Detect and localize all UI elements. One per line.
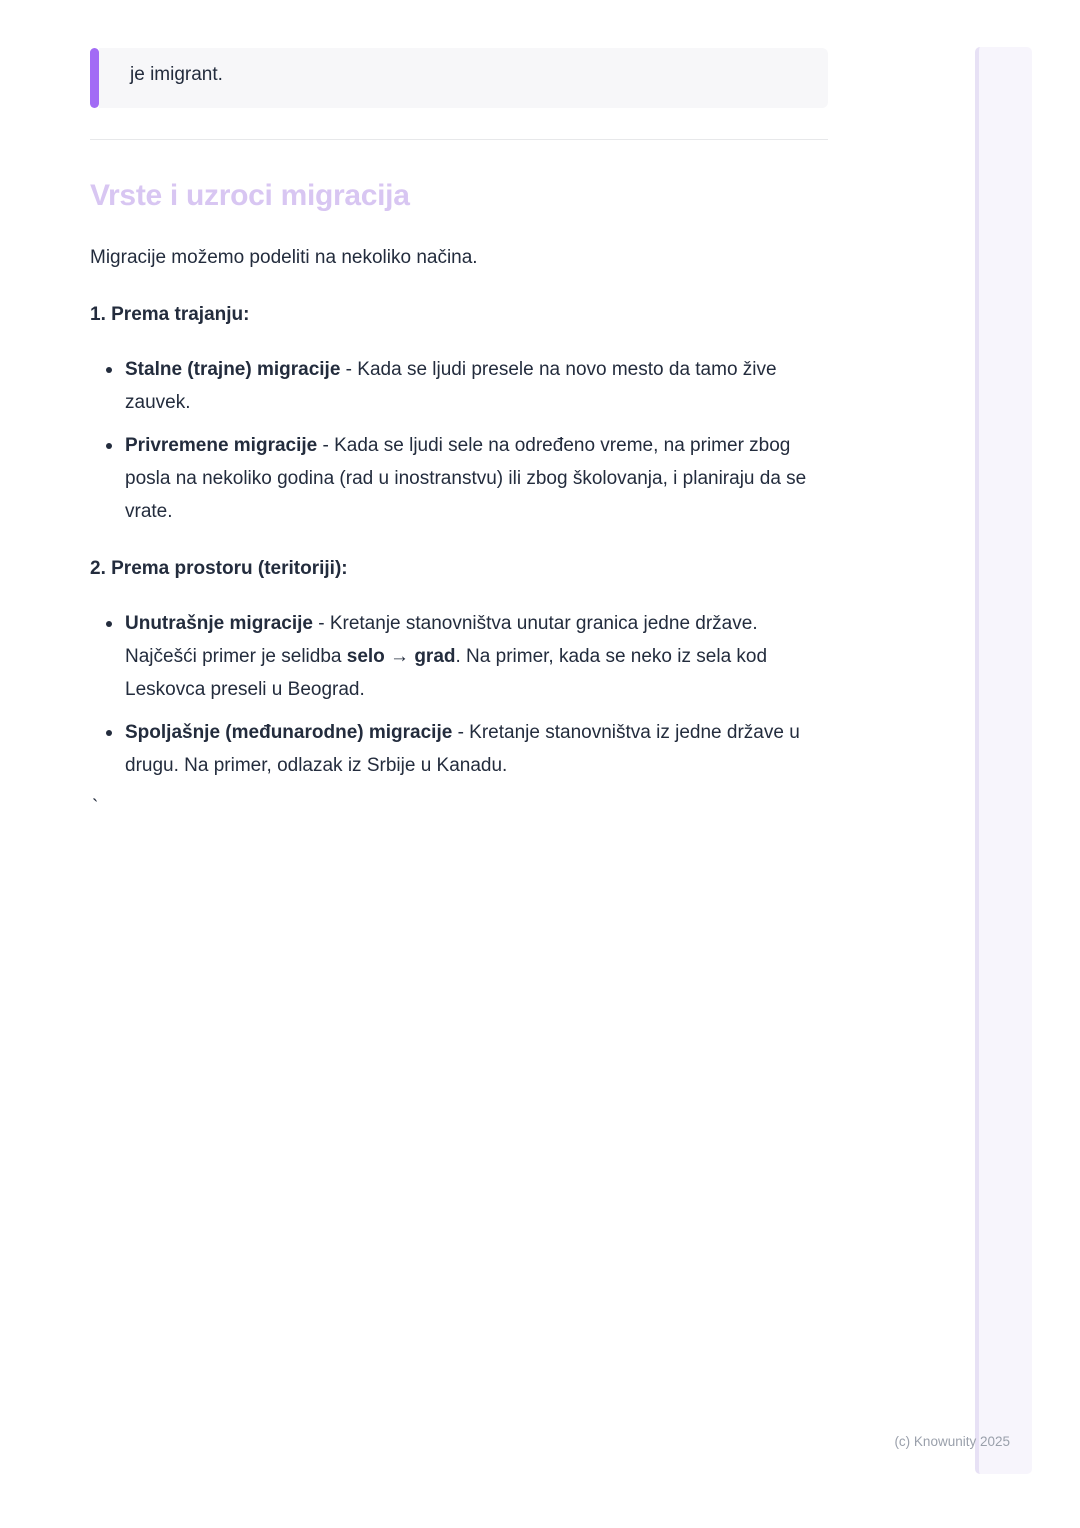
list-item-text (125, 607, 823, 706)
callout (90, 48, 828, 108)
inline-bold-phrase: selo → grad (346, 646, 456, 667)
term-label: Privremene migracije (125, 435, 318, 456)
copyright: (c) Knowunity 2025 (894, 1434, 1010, 1449)
next-page-edge (975, 47, 1032, 1474)
bullet-icon (106, 730, 112, 736)
list-item-text (125, 716, 823, 782)
section-2-list (90, 607, 828, 782)
document-page (90, 48, 828, 818)
section-2-title: 2. Prema prostoru (teritoriji): (90, 558, 348, 579)
list-item (90, 353, 828, 419)
bullet-icon (106, 367, 112, 373)
callout-text: je imigrant. (130, 64, 223, 85)
list-item (90, 607, 828, 706)
bullet-icon (106, 621, 112, 627)
list-item (90, 716, 828, 782)
page-title: Vrste i uzroci migracija (90, 179, 410, 212)
term-description: - Kada se ljudi sele na određeno vreme, na primer zbog posla na nekoliko godina (rad u inostranstvu) ili zbog školovanja, i planiraju da se vrate. (125, 435, 807, 522)
term-description: - Kretanje stanovništva iz jedne države u drugu. Na primer, odlazak iz Srbije u Kanadu. (125, 722, 800, 776)
callout-body (99, 48, 828, 108)
list-item (90, 429, 828, 528)
bullet-icon (106, 443, 112, 449)
term-description: . Na primer, kada se neko iz sela kod Leskovca preseli u Beograd. (125, 646, 768, 700)
term-label: Stalne (trajne) migracije (125, 359, 341, 380)
term-label: Spoljašnje (međunarodne) migracije (125, 722, 453, 743)
section-divider (90, 139, 828, 140)
section-1-title: 1. Prema trajanju: (90, 304, 250, 325)
stray-backtick: ` (92, 797, 99, 818)
callout-accent-bar (90, 48, 99, 108)
list-item-text (125, 429, 823, 528)
term-label: Unutrašnje migracije (125, 613, 313, 634)
intro-paragraph: Migracije možemo podeliti na nekoliko načina. (90, 247, 478, 268)
list-item-text (125, 353, 823, 419)
term-description: - Kretanje stanovništva unutar granica jedne države. Najčešći primer je selidba (125, 613, 758, 667)
term-description: - Kada se ljudi presele na novo mesto da tamo žive zauvek. (125, 359, 777, 413)
section-1-list (90, 353, 828, 528)
